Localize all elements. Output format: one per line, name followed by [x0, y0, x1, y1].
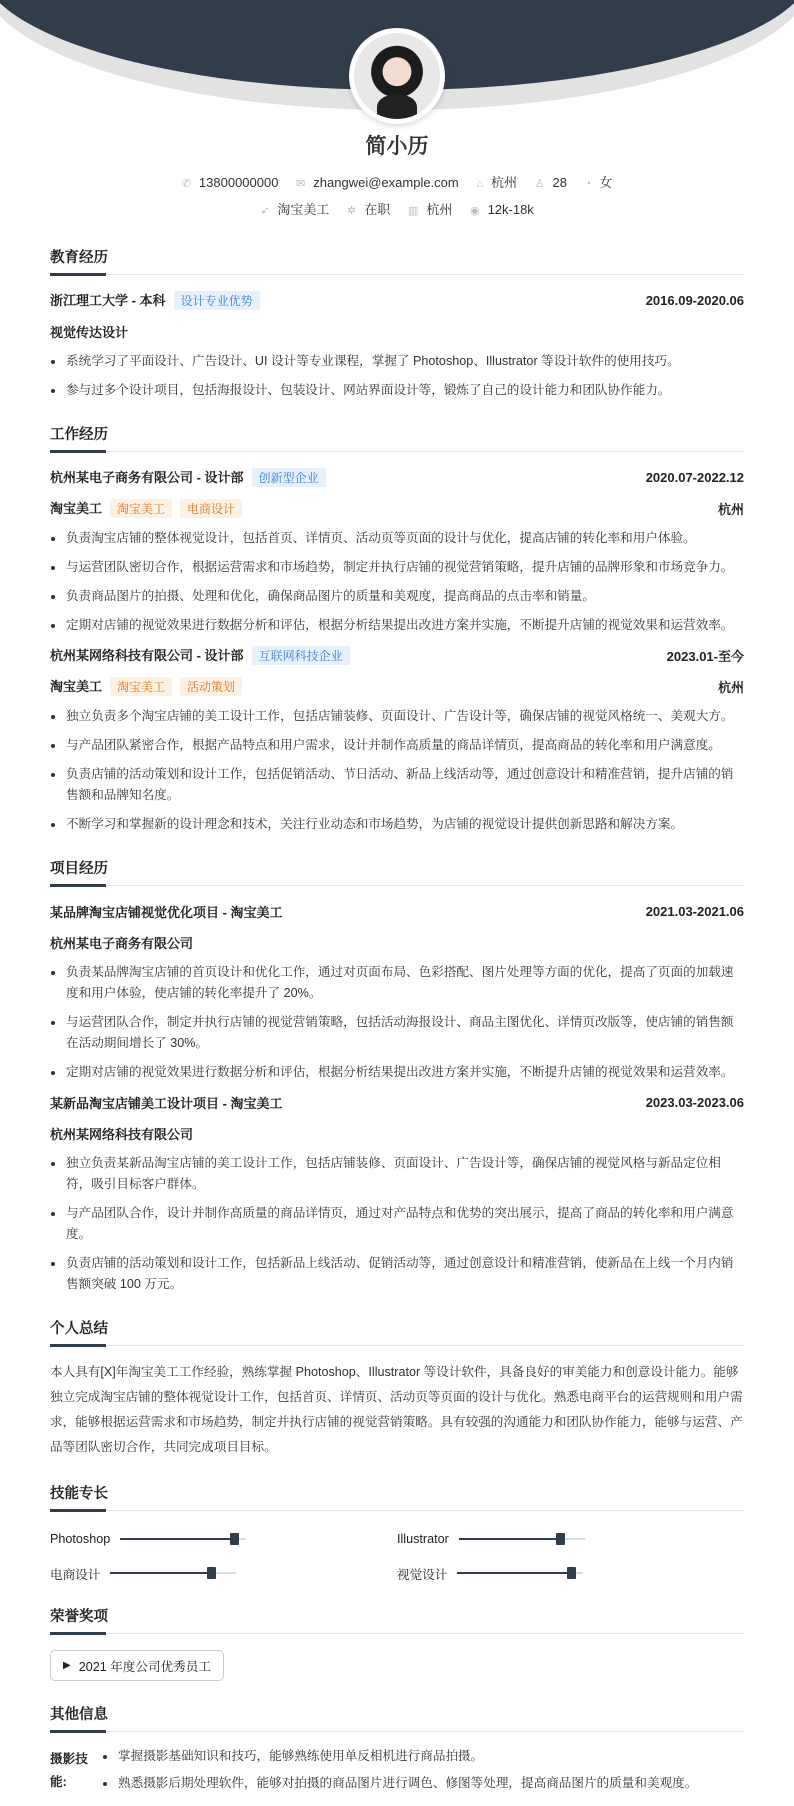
- date: 2023.01-至今: [666, 648, 744, 664]
- email[interactable]: zhangwei@example.com: [313, 175, 459, 190]
- project-name: 某新品淘宝店铺美工设计项目 - 淘宝美工: [50, 1095, 283, 1111]
- skill-item: [50, 1563, 397, 1583]
- skills-section: [50, 1482, 744, 1583]
- section-title: 教育经历: [50, 246, 744, 275]
- project-company: 杭州某电子商务有限公司: [50, 935, 194, 951]
- role-row: [50, 675, 744, 697]
- list-item: 定期对店铺的视觉效果进行数据分析和评估，根据分析结果提出改进方案并实施，不断提升店铺的视觉效果和运营效率。: [50, 615, 744, 636]
- date: 2020.07-2022.12: [645, 469, 744, 485]
- company-wrap: [50, 645, 350, 665]
- project-section: [50, 857, 744, 1295]
- bullet-list: [50, 962, 744, 1083]
- list-item: 系统学习了平面设计、广告设计、UI 设计等专业课程，掌握了 Photoshop、Illustrator 等设计软件的使用技巧。: [50, 351, 744, 372]
- bullet-list: [50, 528, 744, 636]
- list-item: 负责某品牌淘宝店铺的首页设计和优化工作，通过对页面布局、色彩搭配、图片处理等方面的优化，提高了页面的加载速度和用户体验，使店铺的转化率提升了 20%。: [50, 962, 744, 1004]
- home-icon: ⌂: [476, 178, 484, 190]
- skill-name: 电商设计: [50, 1567, 101, 1582]
- company: 杭州某电子商务有限公司 - 设计部: [50, 470, 244, 485]
- skill-fill: [120, 1538, 233, 1540]
- send-icon: ➶: [260, 205, 270, 217]
- skill-fill: [110, 1572, 211, 1574]
- company: 杭州某网络科技有限公司 - 设计部: [50, 648, 244, 663]
- list-item: 独立负责某新品淘宝店铺的美工设计工作，包括店铺装修、页面设计、广告设计等，确保店铺的视觉风格与新品定位相符，吸引目标客户群体。: [50, 1153, 744, 1195]
- building-icon: ▥: [407, 205, 419, 217]
- section-title: 技能专长: [50, 1482, 744, 1511]
- section-title: 其他信息: [50, 1703, 744, 1732]
- section-title: 项目经历: [50, 857, 744, 886]
- target-city: 杭州: [426, 202, 453, 217]
- list-item: 熟悉摄影后期处理软件，能够对拍摄的商品图片进行调色、修图等处理，提高商品图片的质量和美观度。: [102, 1773, 744, 1794]
- project-name: 某品牌淘宝店铺视觉优化项目 - 淘宝美工: [50, 904, 283, 920]
- salary-icon: ◉: [469, 205, 480, 217]
- tag: 创新型企业: [252, 468, 326, 487]
- skill-fill: [459, 1538, 560, 1540]
- section-title: 个人总结: [50, 1317, 744, 1346]
- tag: 活动策划: [180, 677, 242, 696]
- bullet-list: [50, 706, 744, 835]
- role-wrap: [50, 498, 242, 518]
- skill-item: [397, 1529, 744, 1549]
- mail-icon: ✉: [296, 178, 306, 190]
- resume-body: [50, 246, 744, 1806]
- section-title: 工作经历: [50, 423, 744, 452]
- list-item: 负责店铺的活动策划和设计工作，包括促销活动、节日活动、新品上线活动等，通过创意设计和精准营销，提升店铺的销售额和品牌知名度。: [50, 764, 744, 806]
- skill-slider[interactable]: [459, 1538, 585, 1540]
- project-row: [50, 900, 744, 922]
- candidate-name: 简小历: [365, 135, 429, 158]
- avatar-photo: [354, 33, 440, 119]
- company-row: [50, 644, 744, 666]
- phone-icon: ✆: [181, 178, 191, 190]
- project-company-row: [50, 1122, 744, 1144]
- list-item: 负责店铺的活动策划和设计工作，包括新品上线活动、促销活动等，通过创意设计和精准营销，使新品在上线一个月内销售额突破 100 万元。: [50, 1253, 744, 1295]
- role: 淘宝美工: [50, 501, 103, 516]
- list-item: 掌握摄影基础知识和技巧，能够熟练使用单反相机进行商品拍摄。: [102, 1746, 744, 1767]
- list-item: 与产品团队合作，设计并制作高质量的商品详情页，通过对产品特点和优势的突出展示，提高了商品的转化率和用户满意度。: [50, 1203, 744, 1245]
- list-item: 负责淘宝店铺的整体视觉设计，包括首页、详情页、活动页等页面的设计与优化，提高店铺的转化率和用户体验。: [50, 528, 744, 549]
- list-item: 与产品团队紧密合作，根据产品特点和用户需求，设计并制作高质量的商品详情页，提高商品的转化率和用户满意度。: [50, 735, 744, 756]
- phone: 13800000000: [198, 175, 279, 190]
- skill-slider[interactable]: [120, 1538, 246, 1540]
- list-item: 定期对店铺的视觉效果进行数据分析和评估，根据分析结果提出改进方案并实施，不断提升店铺的视觉效果和运营效率。: [50, 1062, 744, 1083]
- skill-slider[interactable]: [457, 1572, 583, 1574]
- list-item: 负责商品图片的拍摄、处理和优化，确保商品图片的质量和美观度，提高商品的点击率和销量。: [50, 586, 744, 607]
- intent-row: [0, 199, 794, 218]
- awards-section: [50, 1605, 744, 1681]
- major: 视觉传达设计: [50, 324, 129, 340]
- status-icon: ✲: [347, 205, 357, 217]
- salary: 12k-18k: [487, 202, 534, 217]
- company-wrap: [50, 467, 326, 487]
- list-item: 参与过多个设计项目，包括海报设计、包装设计、网站界面设计等，锻炼了自己的设计能力和团队协作能力。: [50, 380, 744, 401]
- summary-section: [50, 1317, 744, 1460]
- city: 杭州: [491, 175, 518, 190]
- tag: 电商设计: [180, 499, 242, 518]
- list-item: 与运营团队密切合作，根据运营需求和市场趋势，制定并执行店铺的视觉营销策略，提升店铺的品牌形象和市场竞争力。: [50, 557, 744, 578]
- date: 2021.03-2021.06: [645, 903, 744, 919]
- job-intent: 淘宝美工: [277, 202, 330, 217]
- award-label: 2021 年度公司优秀员工: [78, 1660, 211, 1674]
- other-section: [50, 1703, 744, 1806]
- project-row: [50, 1091, 744, 1113]
- award-item[interactable]: [50, 1650, 224, 1681]
- gender-icon: ◔: [584, 178, 592, 190]
- section-title: 荣誉奖项: [50, 1605, 744, 1634]
- tag: 互联网科技企业: [252, 646, 350, 665]
- date: 2023.03-2023.06: [645, 1094, 744, 1110]
- skill-fill: [457, 1572, 570, 1574]
- job-status: 在职: [364, 202, 391, 217]
- skill-slider[interactable]: [110, 1572, 236, 1574]
- skill-knob: [567, 1567, 576, 1579]
- company-row: [50, 466, 744, 488]
- work-section: [50, 423, 744, 835]
- skill-knob: [556, 1533, 565, 1545]
- city: 杭州: [717, 679, 744, 695]
- project-company: 杭州某网络科技有限公司: [50, 1126, 194, 1142]
- summary-text: 本人具有[X]年淘宝美工工作经验，熟练掌握 Photoshop、Illustrator 等设计软件，具备良好的审美能力和创意设计能力。能够独立完成淘宝店铺的整体视觉设计工作，包括首页、详情页、活动页等页面的设计与优化。熟悉电商平台的运营规则和用户需求，能够根据运营需求和市场趋势，制定并执行店铺的视觉营销策略。具有较强的沟通能力和团队协作能力，能够与运营、产品等团队密切合作，共同完成项目目标。: [50, 1365, 743, 1454]
- date: 2016.09-2020.06: [645, 292, 744, 308]
- skill-knob: [230, 1533, 239, 1545]
- city: 杭州: [717, 501, 744, 517]
- tag: 淘宝美工: [110, 499, 172, 518]
- role-wrap: [50, 676, 242, 696]
- bullet-list: [50, 1153, 744, 1295]
- age-icon: ♙: [534, 178, 545, 190]
- list-item: 不断学习和掌握新的设计理念和技术，关注行业动态和市场趋势，为店铺的视觉设计提供创新思路和解决方案。: [50, 814, 744, 835]
- tag: 淘宝美工: [110, 677, 172, 696]
- triangle-right-icon: ▶: [63, 1660, 71, 1671]
- role-row: [50, 497, 744, 519]
- gender: 女: [599, 175, 613, 190]
- other-label: 摄影技能:: [50, 1752, 88, 1789]
- contact-row: [0, 172, 794, 191]
- skill-name: Photoshop: [50, 1532, 111, 1546]
- list-item: 独立负责多个淘宝店铺的美工设计工作，包括店铺装修、页面设计、广告设计等，确保店铺的视觉风格统一、美观大方。: [50, 706, 744, 727]
- education-section: [50, 246, 744, 401]
- avatar: [349, 28, 445, 124]
- skill-name: Illustrator: [397, 1532, 449, 1546]
- skill-knob: [207, 1567, 216, 1579]
- skill-name: 视觉设计: [397, 1567, 448, 1582]
- list-item: 与运营团队合作，制定并执行店铺的视觉营销策略，包括活动海报设计、商品主图优化、详情页改版等，使店铺的销售额在活动期间增长了 30%。: [50, 1012, 744, 1054]
- age: 28: [552, 175, 567, 190]
- skill-item: [50, 1529, 397, 1549]
- skill-item: [397, 1563, 744, 1583]
- project-company-row: [50, 931, 744, 953]
- school: 浙江理工大学 - 本科: [50, 293, 166, 308]
- role: 淘宝美工: [50, 679, 103, 694]
- tag: 设计专业优势: [174, 291, 260, 310]
